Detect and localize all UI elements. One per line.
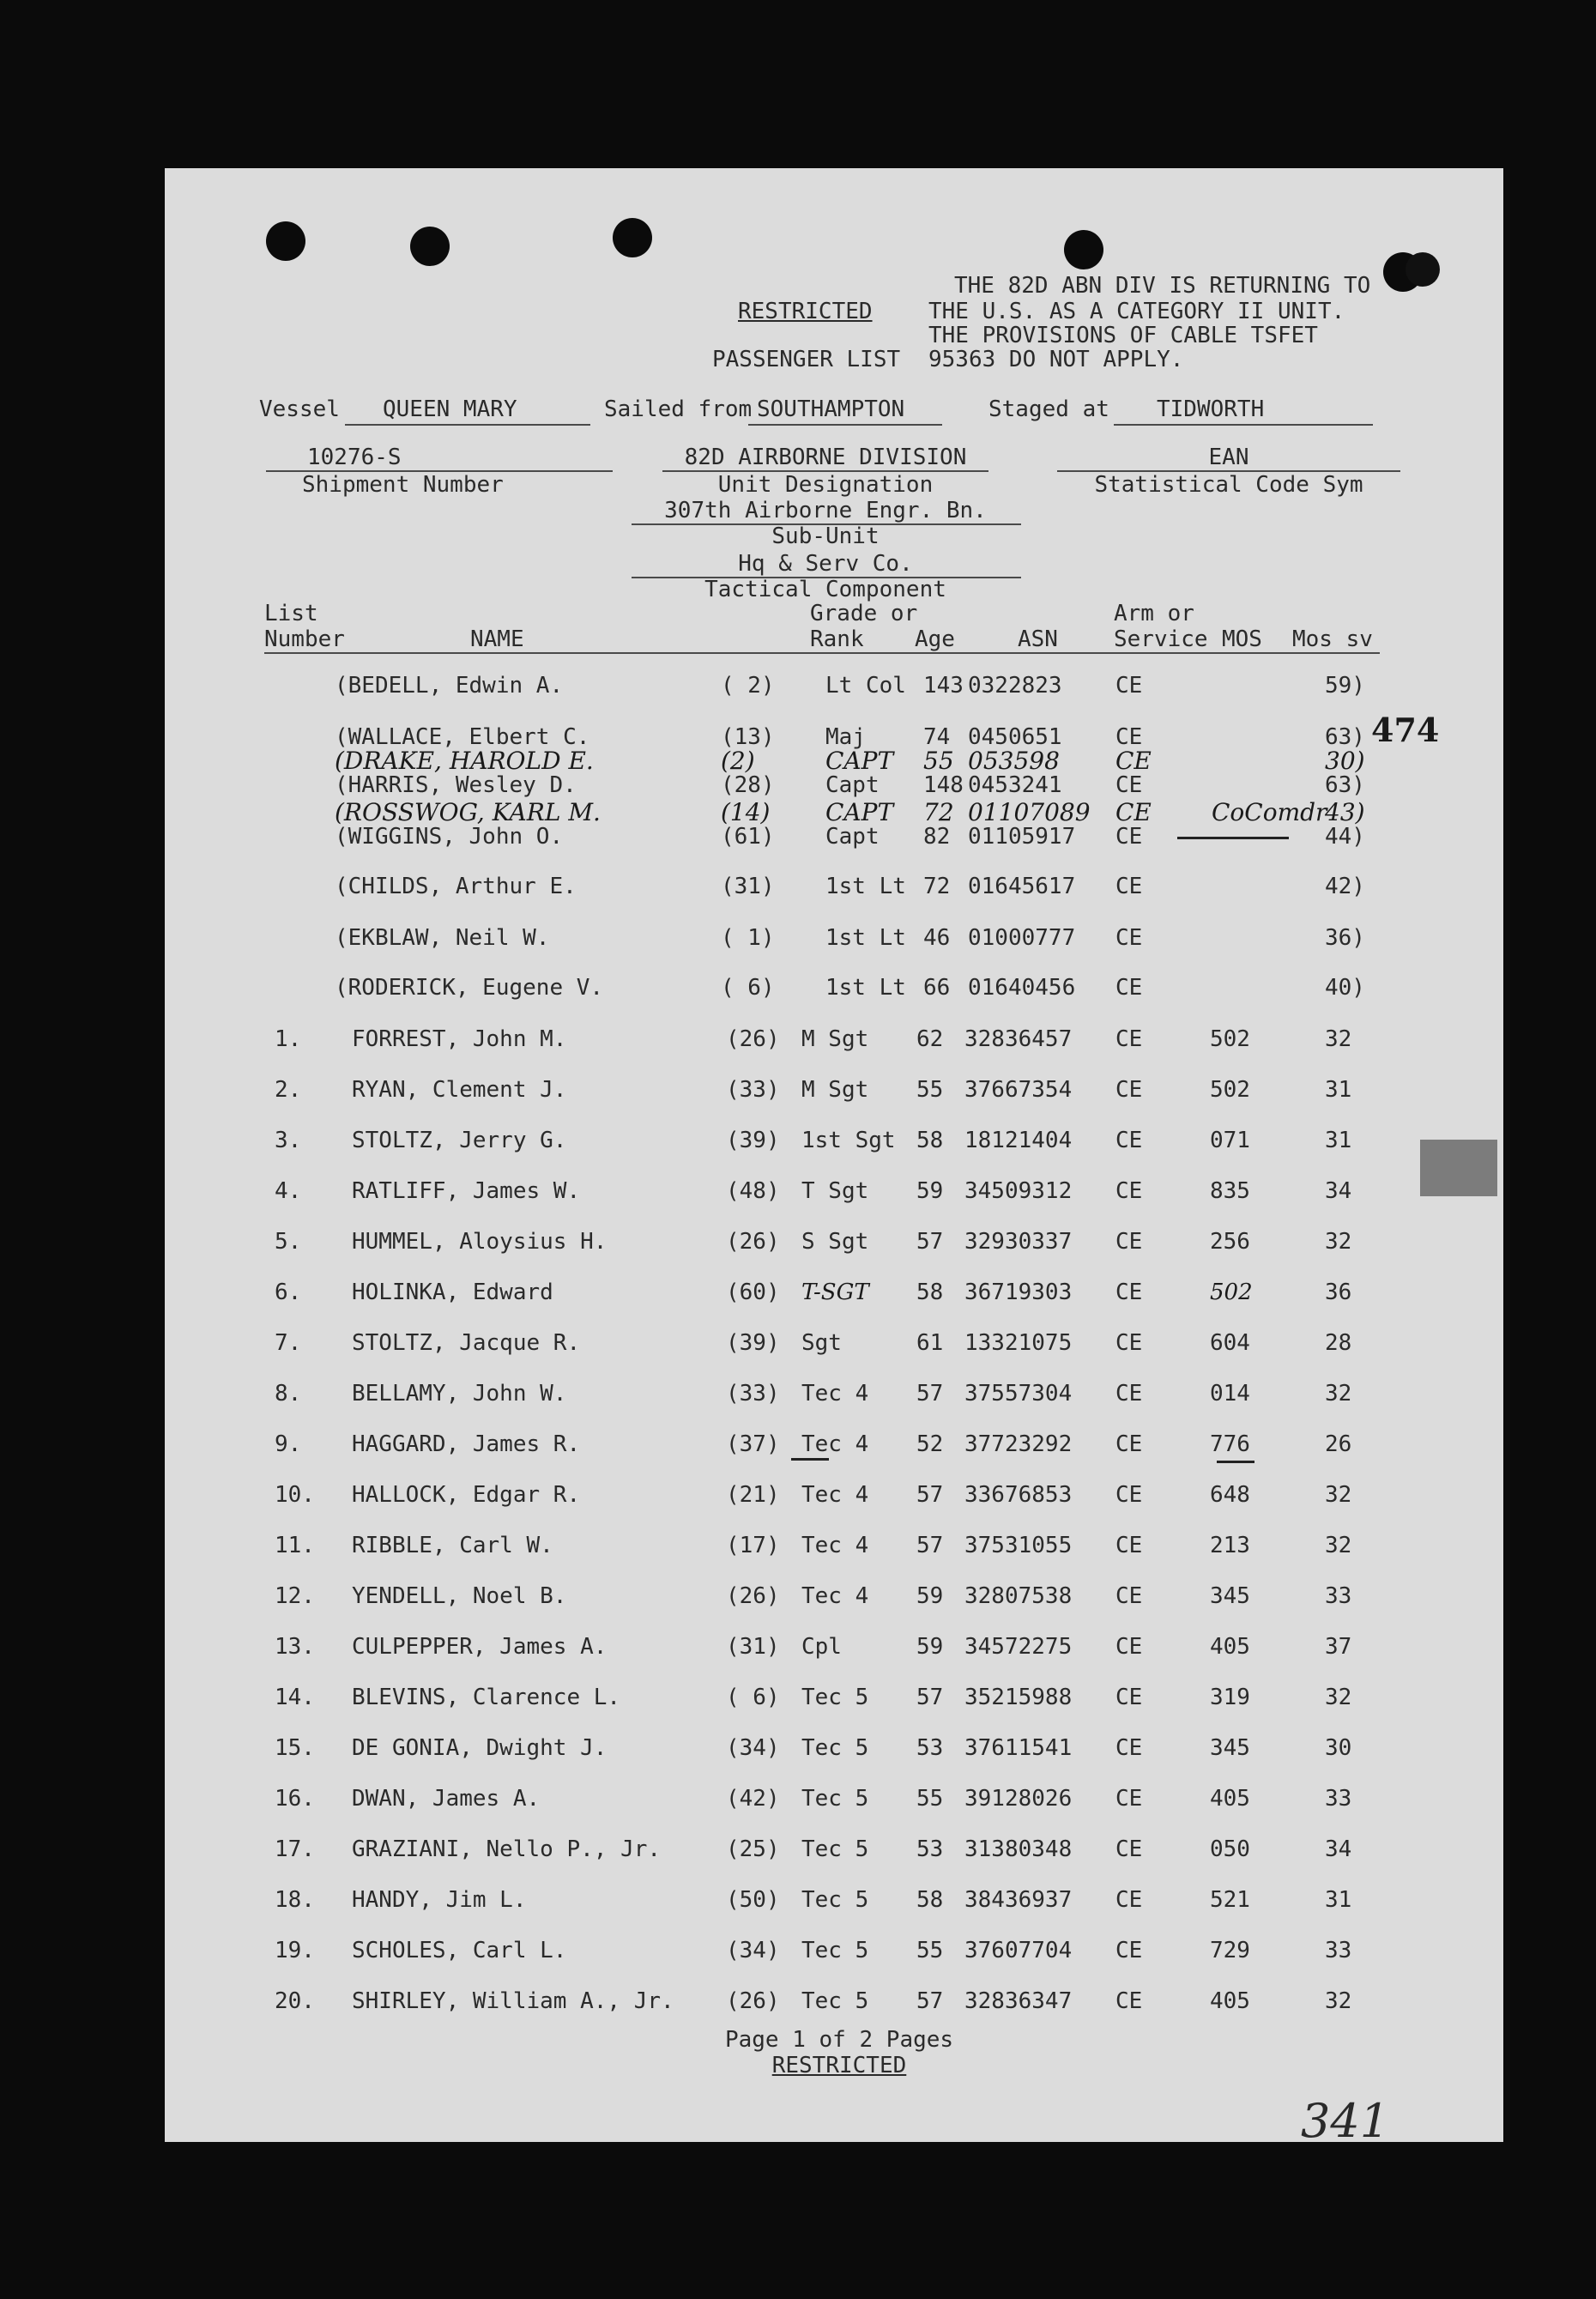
- enlisted-row-num: (26): [726, 1026, 780, 1052]
- enlisted-row-no: 19.: [275, 1938, 315, 1963]
- statistical-code-label: Statistical Code Sym: [1094, 472, 1363, 498]
- enlisted-row-sv: 32: [1325, 1685, 1352, 1710]
- enlisted-row-name: DE GONIA, Dwight J.: [352, 1735, 608, 1761]
- enlisted-row-no: 11.: [275, 1533, 315, 1558]
- enlisted-row-sv: 32: [1325, 1482, 1352, 1508]
- officer-row-num: ( 2): [721, 673, 775, 699]
- enlisted-row-arm: CE: [1115, 1077, 1143, 1103]
- punch-hole: [1064, 230, 1103, 269]
- punch-hole: [266, 221, 305, 261]
- enlisted-row-name: STOLTZ, Jacque R.: [352, 1330, 581, 1356]
- handwritten-row-sv: 43): [1325, 798, 1365, 826]
- enlisted-row-mos: 014: [1210, 1381, 1250, 1407]
- enlisted-row-rank: Tec 5: [801, 1836, 869, 1862]
- officer-row-age: 46: [923, 925, 951, 951]
- officer-row-age: 82: [923, 824, 951, 850]
- officer-row-age: 72: [923, 874, 951, 899]
- enlisted-row-sv: 34: [1325, 1178, 1352, 1204]
- enlisted-row-asn: 39128026: [964, 1786, 1073, 1812]
- enlisted-row-age: 57: [916, 1685, 944, 1710]
- enlisted-row-asn: 37531055: [964, 1533, 1073, 1558]
- enlisted-row-arm: CE: [1115, 1735, 1143, 1761]
- enlisted-row-age: 59: [916, 1634, 944, 1660]
- enlisted-row-name: YENDELL, Noel B.: [352, 1583, 567, 1609]
- col-grade: Grade or Rank: [810, 601, 918, 652]
- officer-row-sv: 63): [1325, 772, 1365, 798]
- enlisted-row-asn: 36719303: [964, 1280, 1073, 1305]
- officer-row-asn: 01640456: [968, 975, 1076, 1001]
- enlisted-row-arm: CE: [1115, 1381, 1143, 1407]
- officer-row-sv: 36): [1325, 925, 1365, 951]
- enlisted-row-rank: Tec 4: [801, 1533, 869, 1558]
- enlisted-row-mos: 502: [1210, 1280, 1253, 1305]
- enlisted-row-num: (17): [726, 1533, 780, 1558]
- enlisted-row-sv: 32: [1325, 1988, 1352, 2014]
- enlisted-row-no: 3.: [275, 1128, 302, 1153]
- officer-row-name: (WALLACE, Elbert C.: [335, 724, 590, 750]
- enlisted-row-mos: 521: [1210, 1887, 1250, 1913]
- enlisted-row-rank: Tec 5: [801, 1786, 869, 1812]
- enlisted-row-sv: 33: [1325, 1583, 1352, 1609]
- col-age: Age: [915, 626, 955, 652]
- page-indicator: Page 1 of 2 Pages: [724, 2027, 954, 2053]
- handwritten-row-asn: 053598: [968, 747, 1060, 775]
- enlisted-row-asn: 18121404: [964, 1128, 1073, 1153]
- enlisted-row-num: (60): [726, 1280, 780, 1305]
- enlisted-row-mos: 405: [1210, 1786, 1250, 1812]
- officer-row-num: ( 6): [721, 975, 775, 1001]
- enlisted-row-no: 14.: [275, 1685, 315, 1710]
- enlisted-row-name: RATLIFF, James W.: [352, 1178, 581, 1204]
- enlisted-row-no: 1.: [275, 1026, 302, 1052]
- sailed-label: Sailed from: [604, 396, 753, 422]
- handwritten-row-rank: CAPT: [825, 747, 894, 775]
- enlisted-row-no: 9.: [275, 1431, 302, 1457]
- pencil-page-number: 341: [1301, 2094, 1390, 2148]
- enlisted-row-num: (26): [726, 1583, 780, 1609]
- enlisted-row-rank: Tec 5: [801, 1735, 869, 1761]
- officer-row-rank: Capt: [825, 772, 880, 798]
- enlisted-row-mos: 502: [1210, 1077, 1250, 1103]
- officer-row-asn: 01105917: [968, 824, 1076, 850]
- header-rule: [264, 652, 1380, 654]
- enlisted-row-no: 15.: [275, 1735, 315, 1761]
- officer-row-sv: 59): [1325, 673, 1365, 699]
- tactical-component-label: Tactical Component: [704, 577, 946, 602]
- enlisted-row-arm: CE: [1115, 1938, 1143, 1963]
- col-mos: MOS: [1222, 626, 1262, 652]
- enlisted-row-no: 20.: [275, 1988, 315, 2014]
- enlisted-row-age: 57: [916, 1229, 944, 1255]
- passenger-list-title: PASSENGER LIST: [712, 347, 901, 372]
- enlisted-row-no: 10.: [275, 1482, 315, 1508]
- enlisted-row-no: 5.: [275, 1229, 302, 1255]
- enlisted-row-no: 4.: [275, 1178, 302, 1204]
- enlisted-row-name: BLEVINS, Clarence L.: [352, 1685, 621, 1710]
- officer-row-arm: CE: [1115, 874, 1143, 899]
- officer-row-asn: 0453241: [968, 772, 1062, 798]
- handwritten-row-num: (14): [721, 798, 771, 826]
- enlisted-row-num: (34): [726, 1735, 780, 1761]
- enlisted-row-mos: 050: [1210, 1836, 1250, 1862]
- enlisted-row-age: 57: [916, 1482, 944, 1508]
- enlisted-row-rank: S Sgt: [801, 1229, 869, 1255]
- officer-row-sv: 63): [1325, 724, 1365, 750]
- enlisted-row-asn: 32807538: [964, 1583, 1073, 1609]
- officer-row-asn: 01000777: [968, 925, 1076, 951]
- strike-mark: [791, 1458, 829, 1461]
- enlisted-row-mos: 213: [1210, 1533, 1250, 1558]
- enlisted-row-age: 53: [916, 1836, 944, 1862]
- statistical-code: EAN: [1208, 445, 1249, 470]
- enlisted-row-arm: CE: [1115, 1026, 1143, 1052]
- enlisted-row-name: STOLTZ, Jerry G.: [352, 1128, 567, 1153]
- enlisted-row-sv: 34: [1325, 1836, 1352, 1862]
- enlisted-row-no: 16.: [275, 1786, 315, 1812]
- officer-row-rank: Lt Col: [825, 673, 906, 699]
- handwritten-row-name: (ROSSWOG, KARL M.: [335, 798, 601, 826]
- enlisted-row-name: FORREST, John M.: [352, 1026, 567, 1052]
- officer-row-age: 66: [923, 975, 951, 1001]
- enlisted-row-name: HALLOCK, Edgar R.: [352, 1482, 581, 1508]
- officer-row-arm: CE: [1115, 824, 1143, 850]
- handwritten-row-asn: 01107089: [968, 798, 1091, 826]
- note-line-2: THE U.S. AS A CATEGORY II UNIT.: [928, 299, 1345, 324]
- officer-row-rank: Capt: [825, 824, 880, 850]
- enlisted-row-name: HAGGARD, James R.: [352, 1431, 581, 1457]
- enlisted-row-arm: CE: [1115, 1887, 1143, 1913]
- enlisted-row-arm: CE: [1115, 1431, 1143, 1457]
- enlisted-row-arm: CE: [1115, 1128, 1143, 1153]
- enlisted-row-age: 59: [916, 1178, 944, 1204]
- enlisted-row-age: 58: [916, 1280, 944, 1305]
- officer-row-name: (HARRIS, Wesley D.: [335, 772, 577, 798]
- enlisted-row-asn: 37557304: [964, 1381, 1073, 1407]
- officer-row-num: (61): [721, 824, 775, 850]
- officer-row-asn: 01645617: [968, 874, 1076, 899]
- enlisted-row-sv: 31: [1325, 1887, 1352, 1913]
- shipment-label: Shipment Number: [302, 472, 504, 498]
- enlisted-row-age: 57: [916, 1988, 944, 2014]
- enlisted-row-age: 59: [916, 1583, 944, 1609]
- enlisted-row-asn: 33676853: [964, 1482, 1073, 1508]
- enlisted-row-mos: 405: [1210, 1988, 1250, 2014]
- enlisted-row-sv: 32: [1325, 1229, 1352, 1255]
- punch-hole: [410, 227, 450, 266]
- sub-unit: 307th Airborne Engr. Bn.: [664, 498, 987, 523]
- officer-row-name: (BEDELL, Edwin A.: [335, 673, 564, 699]
- enlisted-row-arm: CE: [1115, 1634, 1143, 1660]
- sub-unit-label: Sub-Unit: [771, 523, 880, 549]
- enlisted-row-num: (31): [726, 1634, 780, 1660]
- enlisted-row-age: 58: [916, 1128, 944, 1153]
- enlisted-row-arm: CE: [1115, 1533, 1143, 1558]
- enlisted-row-no: 6.: [275, 1280, 302, 1305]
- enlisted-row-mos: 502: [1210, 1026, 1250, 1052]
- enlisted-row-arm: CE: [1115, 1178, 1143, 1204]
- strike-mark: [1177, 837, 1289, 839]
- enlisted-row-no: 12.: [275, 1583, 315, 1609]
- enlisted-row-arm: CE: [1115, 1583, 1143, 1609]
- enlisted-row-num: ( 6): [726, 1685, 780, 1710]
- enlisted-row-mos: 729: [1210, 1938, 1250, 1963]
- staged-line: [1114, 424, 1373, 426]
- enlisted-row-arm: CE: [1115, 1229, 1143, 1255]
- enlisted-row-age: 53: [916, 1735, 944, 1761]
- enlisted-row-rank: M Sgt: [801, 1077, 869, 1103]
- enlisted-row-rank: Tec 4: [801, 1431, 869, 1457]
- enlisted-row-age: 57: [916, 1533, 944, 1558]
- enlisted-row-age: 61: [916, 1330, 944, 1356]
- tactical-component: Hq & Serv Co.: [738, 551, 913, 577]
- enlisted-row-name: HOLINKA, Edward: [352, 1280, 553, 1305]
- officer-row-name: (EKBLAW, Neil W.: [335, 925, 550, 951]
- enlisted-row-mos: 405: [1210, 1634, 1250, 1660]
- enlisted-row-num: (25): [726, 1836, 780, 1862]
- enlisted-row-rank: Tec 4: [801, 1583, 869, 1609]
- enlisted-row-sv: 36: [1325, 1280, 1352, 1305]
- enlisted-row-age: 52: [916, 1431, 944, 1457]
- enlisted-row-sv: 31: [1325, 1128, 1352, 1153]
- staged-value: TIDWORTH: [1157, 396, 1265, 422]
- enlisted-row-rank: Tec 5: [801, 1887, 869, 1913]
- enlisted-row-num: (39): [726, 1128, 780, 1153]
- enlisted-row-mos: 604: [1210, 1330, 1250, 1356]
- enlisted-row-asn: 38436937: [964, 1887, 1073, 1913]
- enlisted-row-num: (48): [726, 1178, 780, 1204]
- handwritten-row-num: (2): [721, 747, 755, 775]
- enlisted-row-name: HANDY, Jim L.: [352, 1887, 527, 1913]
- enlisted-row-asn: 37723292: [964, 1431, 1073, 1457]
- enlisted-row-name: DWAN, James A.: [352, 1786, 541, 1812]
- sailed-line: [748, 424, 942, 426]
- classification-bottom: RESTRICTED: [771, 2053, 907, 2078]
- enlisted-row-num: (26): [726, 1988, 780, 2014]
- enlisted-row-age: 58: [916, 1887, 944, 1913]
- enlisted-row-mos: 345: [1210, 1735, 1250, 1761]
- officer-row-name: (RODERICK, Eugene V.: [335, 975, 604, 1001]
- enlisted-row-num: (39): [726, 1330, 780, 1356]
- enlisted-row-rank: Tec 5: [801, 1685, 869, 1710]
- enlisted-row-name: SCHOLES, Carl L.: [352, 1938, 567, 1963]
- enlisted-row-name: RYAN, Clement J.: [352, 1077, 567, 1103]
- officer-row-rank: 1st Lt: [825, 975, 906, 1001]
- officer-row-arm: CE: [1115, 772, 1143, 798]
- vessel-value: QUEEN MARY: [383, 396, 517, 422]
- col-list-number: List Number: [264, 601, 345, 652]
- enlisted-row-mos: 071: [1210, 1128, 1250, 1153]
- enlisted-row-num: (50): [726, 1887, 780, 1913]
- vessel-label: Vessel: [259, 396, 340, 422]
- handwritten-row-arm: CE: [1115, 798, 1152, 826]
- enlisted-row-age: 62: [916, 1026, 944, 1052]
- punch-hole: [1406, 252, 1440, 287]
- enlisted-row-asn: 31380348: [964, 1836, 1073, 1862]
- enlisted-row-name: CULPEPPER, James A.: [352, 1634, 608, 1660]
- officer-row-rank: Maj: [825, 724, 866, 750]
- enlisted-row-no: 7.: [275, 1330, 302, 1356]
- enlisted-row-asn: 32836347: [964, 1988, 1073, 2014]
- enlisted-row-mos: 648: [1210, 1482, 1250, 1508]
- note-line-4: 95363 DO NOT APPLY.: [928, 347, 1184, 372]
- handwritten-row-age: 72: [923, 798, 954, 826]
- officer-row-sv: 40): [1325, 975, 1365, 1001]
- officer-row-sv: 42): [1325, 874, 1365, 899]
- officer-row-name: (WIGGINS, John O.: [335, 824, 564, 850]
- enlisted-row-num: (42): [726, 1786, 780, 1812]
- enlisted-row-asn: 34572275: [964, 1634, 1073, 1660]
- enlisted-row-num: (33): [726, 1381, 780, 1407]
- enlisted-row-arm: CE: [1115, 1330, 1143, 1356]
- officer-row-arm: CE: [1115, 975, 1143, 1001]
- enlisted-row-mos: 256: [1210, 1229, 1250, 1255]
- shipment-number: 10276-S: [307, 445, 402, 470]
- document-page: [165, 168, 1503, 2148]
- enlisted-row-mos: 835: [1210, 1178, 1250, 1204]
- unit-designation-label: Unit Designation: [717, 472, 934, 498]
- enlisted-row-name: SHIRLEY, William A., Jr.: [352, 1988, 674, 2014]
- enlisted-row-asn: 32836457: [964, 1026, 1073, 1052]
- officer-row-rank: 1st Lt: [825, 874, 906, 899]
- officer-row-arm: CE: [1115, 925, 1143, 951]
- officer-row-num: ( 1): [721, 925, 775, 951]
- enlisted-row-arm: CE: [1115, 1836, 1143, 1862]
- staged-label: Staged at: [988, 396, 1109, 422]
- note-line-3: THE PROVISIONS OF CABLE TSFET: [928, 323, 1318, 348]
- officer-row-rank: 1st Lt: [825, 925, 906, 951]
- handwritten-row-name: (DRAKE, HAROLD E.: [335, 747, 594, 775]
- enlisted-row-age: 55: [916, 1938, 944, 1963]
- enlisted-row-sv: 31: [1325, 1077, 1352, 1103]
- enlisted-row-sv: 32: [1325, 1026, 1352, 1052]
- enlisted-row-num: (37): [726, 1431, 780, 1457]
- enlisted-row-num: (26): [726, 1229, 780, 1255]
- officer-row-arm: CE: [1115, 724, 1143, 750]
- officer-row-sv: 44): [1325, 824, 1365, 850]
- enlisted-row-sv: 28: [1325, 1330, 1352, 1356]
- officer-row-arm: CE: [1115, 673, 1143, 699]
- enlisted-row-rank: Tec 4: [801, 1381, 869, 1407]
- handwritten-row-mos: CoComdr: [1212, 798, 1327, 826]
- enlisted-row-rank: Sgt: [801, 1330, 842, 1356]
- enlisted-row-arm: CE: [1115, 1280, 1143, 1305]
- enlisted-row-sv: 32: [1325, 1381, 1352, 1407]
- officer-row-num: (31): [721, 874, 775, 899]
- enlisted-row-num: (21): [726, 1482, 780, 1508]
- enlisted-row-arm: CE: [1115, 1786, 1143, 1812]
- enlisted-row-num: (33): [726, 1077, 780, 1103]
- enlisted-row-sv: 32: [1325, 1533, 1352, 1558]
- enlisted-row-age: 57: [916, 1381, 944, 1407]
- vessel-line: [345, 424, 590, 426]
- enlisted-row-no: 2.: [275, 1077, 302, 1103]
- enlisted-row-rank: Cpl: [801, 1634, 842, 1660]
- enlisted-row-age: 55: [916, 1786, 944, 1812]
- handwritten-row-age: 55: [923, 747, 954, 775]
- officer-row-age: 143: [923, 673, 964, 699]
- handwritten-row-rank: CAPT: [825, 798, 894, 826]
- enlisted-row-arm: CE: [1115, 1988, 1143, 2014]
- enlisted-row-rank: M Sgt: [801, 1026, 869, 1052]
- enlisted-row-rank: T Sgt: [801, 1178, 869, 1204]
- enlisted-row-asn: 37607704: [964, 1938, 1073, 1963]
- enlisted-row-no: 8.: [275, 1381, 302, 1407]
- enlisted-row-mos: 345: [1210, 1583, 1250, 1609]
- enlisted-row-asn: 37667354: [964, 1077, 1073, 1103]
- enlisted-row-asn: 35215988: [964, 1685, 1073, 1710]
- note-line-1: THE 82D ABN DIV IS RETURNING TO: [954, 273, 1371, 299]
- enlisted-row-no: 18.: [275, 1887, 315, 1913]
- enlisted-row-arm: CE: [1115, 1685, 1143, 1710]
- col-name: NAME: [470, 626, 524, 652]
- sailed-value: SOUTHAMPTON: [757, 396, 905, 422]
- enlisted-row-name: GRAZIANI, Nello P., Jr.: [352, 1836, 662, 1862]
- enlisted-row-no: 13.: [275, 1634, 315, 1660]
- officer-row-asn: 0450651: [968, 724, 1062, 750]
- enlisted-row-sv: 33: [1325, 1938, 1352, 1963]
- page-number-stamp: 474: [1371, 711, 1440, 749]
- enlisted-row-asn: 32930337: [964, 1229, 1073, 1255]
- enlisted-row-rank: Tec 4: [801, 1482, 869, 1508]
- officer-row-asn: 0322823: [968, 673, 1062, 699]
- enlisted-row-mos: 319: [1210, 1685, 1250, 1710]
- punch-hole: [613, 218, 652, 257]
- officer-row-num: (28): [721, 772, 775, 798]
- strike-mark: [1217, 1461, 1254, 1463]
- enlisted-row-rank: Tec 5: [801, 1938, 869, 1963]
- unit-designation: 82D AIRBORNE DIVISION: [684, 445, 967, 470]
- col-asn: ASN: [1018, 626, 1058, 652]
- classification-top: RESTRICTED: [738, 299, 873, 324]
- side-index-tab: [1420, 1140, 1497, 1196]
- officer-row-name: (CHILDS, Arthur E.: [335, 874, 577, 899]
- enlisted-row-asn: 37611541: [964, 1735, 1073, 1761]
- col-arm: Arm or Service: [1114, 601, 1208, 652]
- enlisted-row-mos: 776: [1210, 1431, 1250, 1457]
- enlisted-row-sv: 33: [1325, 1786, 1352, 1812]
- officer-row-age: 148: [923, 772, 964, 798]
- enlisted-row-sv: 37: [1325, 1634, 1352, 1660]
- enlisted-row-name: RIBBLE, Carl W.: [352, 1533, 553, 1558]
- enlisted-row-name: HUMMEL, Aloysius H.: [352, 1229, 608, 1255]
- enlisted-row-arm: CE: [1115, 1482, 1143, 1508]
- handwritten-row-sv: 30): [1325, 747, 1365, 775]
- enlisted-row-asn: 13321075: [964, 1330, 1073, 1356]
- officer-row-age: 74: [923, 724, 951, 750]
- enlisted-row-asn: 34509312: [964, 1178, 1073, 1204]
- enlisted-row-name: BELLAMY, John W.: [352, 1381, 567, 1407]
- enlisted-row-sv: 26: [1325, 1431, 1352, 1457]
- enlisted-row-no: 17.: [275, 1836, 315, 1862]
- enlisted-row-rank: T-SGT: [801, 1280, 869, 1305]
- officer-row-num: (13): [721, 724, 775, 750]
- enlisted-row-sv: 30: [1325, 1735, 1352, 1761]
- enlisted-row-age: 55: [916, 1077, 944, 1103]
- col-mos-sv: Mos sv: [1292, 626, 1373, 652]
- enlisted-row-rank: 1st Sgt: [801, 1128, 896, 1153]
- enlisted-row-rank: Tec 5: [801, 1988, 869, 2014]
- enlisted-row-num: (34): [726, 1938, 780, 1963]
- handwritten-row-arm: CE: [1115, 747, 1152, 775]
